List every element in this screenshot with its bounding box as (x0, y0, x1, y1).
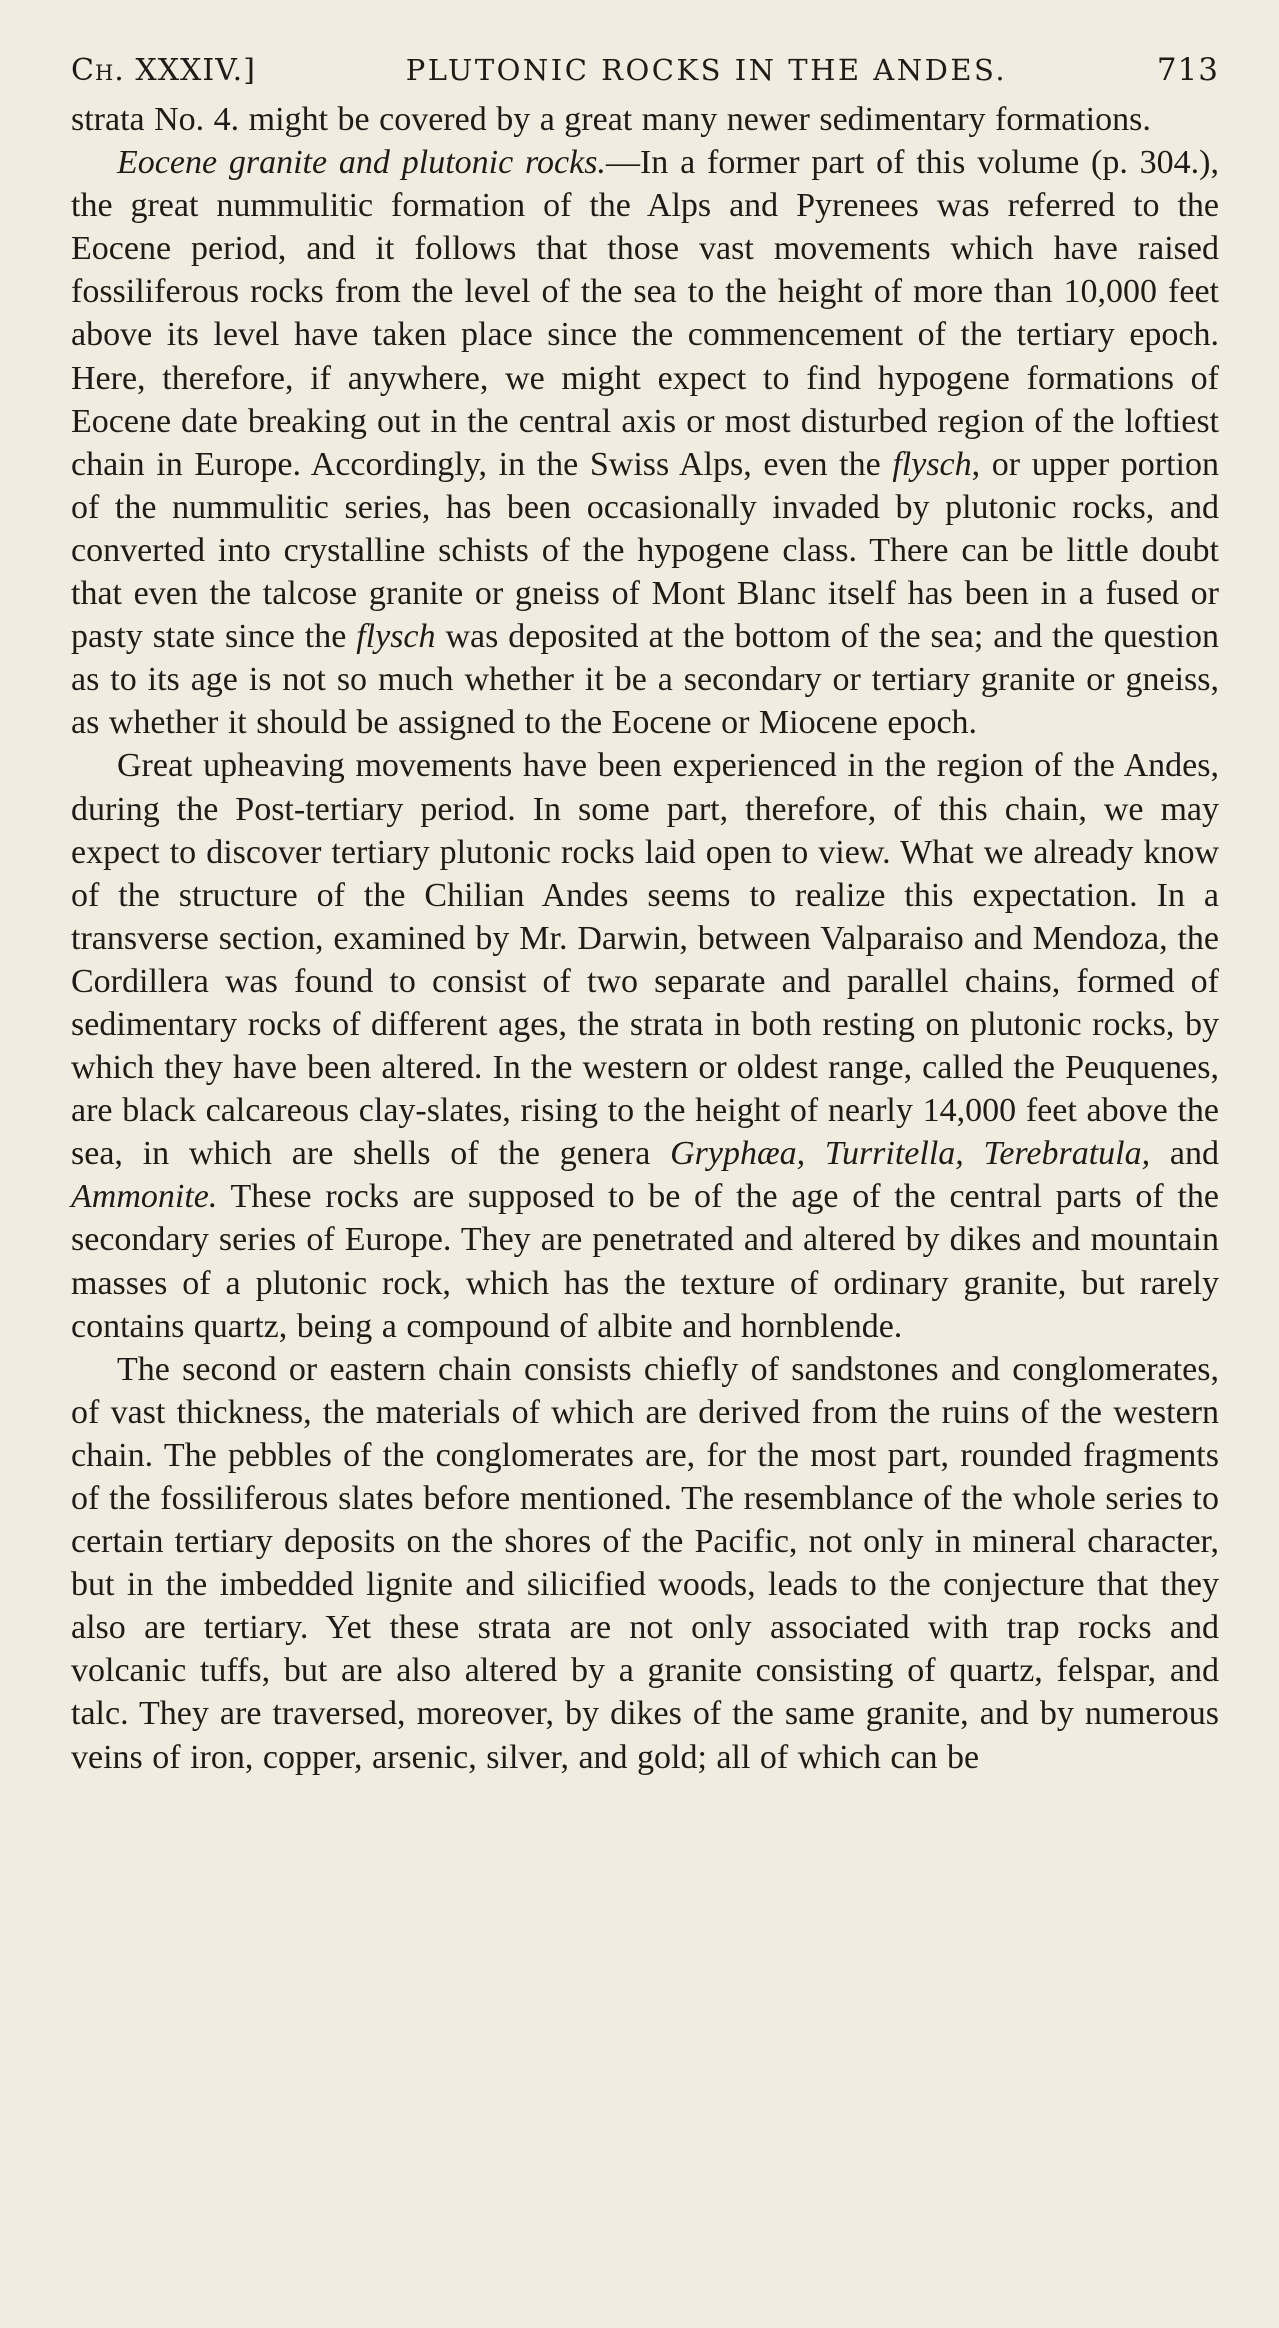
paragraph-andes-upheaval (71, 744, 1219, 1347)
text-run: and (1150, 1135, 1219, 1173)
text-run: , or upper portion of the nummulitic series, has been occasionally invaded by plutonic rocks, and converted into crystalline schists of the hypogene class. There can be little doubt that even the talcose granite or gneiss of Mont Blanc itself has been in a fused or pasty state since the (71, 445, 1219, 656)
paragraph-eastern-chain (71, 1348, 1219, 1779)
running-title: PLUTONIC ROCKS IN THE ANDES. (405, 53, 1008, 87)
text-run: These rocks are supposed to be of the age of the central parts of the secondary series of Europe. They are penetrated and altered by dikes and mountain masses of a plutonic rock, which has the texture of ordinary granite, but rarely contains quartz, being a compound of albite and hornblende. (71, 1178, 1219, 1345)
running-head (71, 52, 1219, 98)
page-number: 713 (1156, 52, 1219, 88)
italic-run: flysch (892, 445, 972, 483)
body-text (71, 98, 1219, 1779)
italic-run: Ammonite. (71, 1178, 218, 1216)
italic-run: Gryphæa, Turritella, Terebratula, (670, 1135, 1151, 1173)
text-run: strata No. 4. might be covered by a great many newer sedimentary formations. (71, 101, 1151, 138)
paragraph-eocene-granite (71, 141, 1219, 744)
text-run: —In a former part of this volume (p. 304.), the great nummulitic formation of the Alps and Pyrenees was referred to the Eocene period, and it follows that those vast movements which have raised fossiliferous rocks from the level of the sea to the height of more than 10,000 feet above its level have taken place since the commencement of the tertiary epoch. Here, therefore, if anywhere, we might expect to find hypogene formations of Eocene date breaking out in the central axis or most disturbed region of the loftiest chain in Europe. Accordingly, in the Swiss Alps, even the (71, 144, 1219, 483)
text-run: The second or eastern chain consists chiefly of sandstones and conglomerates, of vast thickness, the materials of which are derived from the ruins of the western chain. The pebbles of the conglomerates are, for the most part, rounded fragments of the fossiliferous slates before mentioned. The resemblance of the whole series to certain tertiary deposits on the shores of the Pacific, not only in mineral character, but in the imbedded lignite and silicified woods, leads to the conjecture that they also are tertiary. Yet these strata are not only associated with trap rocks and volcanic tuffs, but are also altered by a granite consisting of quartz, felspar, and talc. They are traversed, moreover, by dikes of the same granite, and by numerous veins of iron, copper, arsenic, silver, and gold; all of which can be (71, 1350, 1219, 1776)
italic-run: Eocene granite and plutonic rocks. (117, 144, 606, 182)
chapter-label: Ch. XXXIV.] (71, 53, 256, 88)
text-run: Great upheaving movements have been experienced in the region of the Andes, during the Post-tertiary period. In some part, therefore, of this chain, we may expect to discover tertiary plutonic rocks laid open to view. What we already know of the structure of the Chilian Andes seems to realize this expectation. In a transverse section, examined by Mr. Darwin, between Valparaiso and Mendoza, the Cordillera was found to consist of two separate and parallel chains, formed of sedimentary rocks of different ages, the strata in both resting on plutonic rocks, by which they have been altered. In the western or oldest range, called the Peuquenes, are black calcareous clay-slates, rising to the height of nearly 14,000 feet above the sea, in which are shells of the genera (71, 747, 1219, 1173)
italic-run: flysch (356, 618, 436, 656)
text-run: was deposited at the bottom of the sea; and the question as to its age is not so much whether it be a secondary or tertiary granite or gneiss, as whether it should be assigned to the Eocene or Miocene epoch. (71, 618, 1219, 742)
paragraph-continuation (71, 98, 1219, 141)
